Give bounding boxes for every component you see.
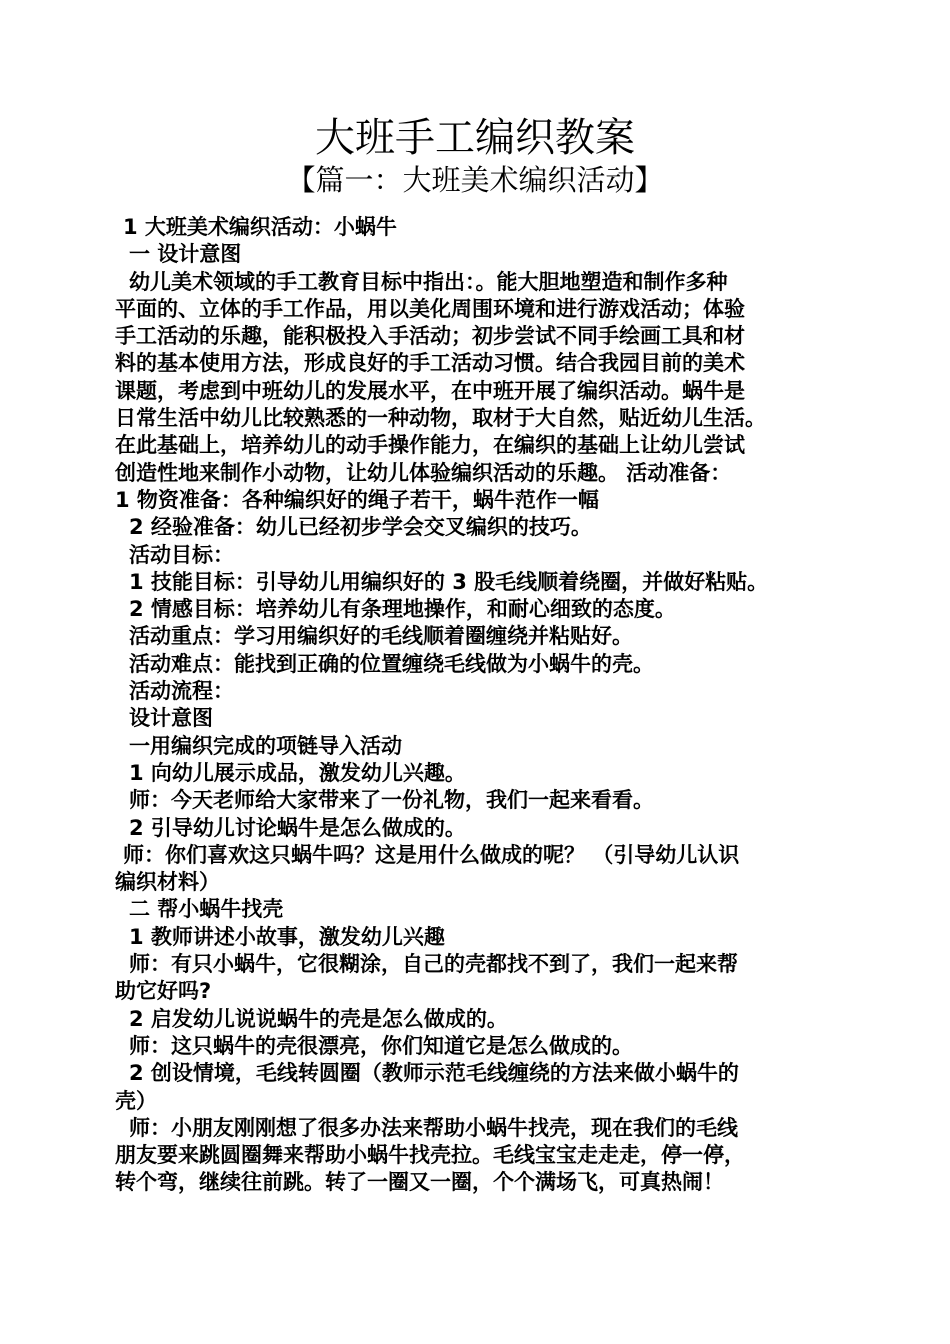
body-line: 壳）: [115, 1088, 157, 1113]
body-line: 手工活动的乐趣，能积极投入手活动；初步尝试不同手绘画工具和材: [115, 324, 745, 349]
body-line: 日常生活中幼儿比较熟悉的一种动物，取材于大自然，贴近幼儿生活。: [115, 406, 766, 431]
body-line: 活动目标：: [129, 542, 234, 567]
body-line: 师：你们喜欢这只蜗牛吗？这是用什么做成的呢？ （引导幼儿认识: [123, 842, 740, 867]
body-line: 1 物资准备：各种编织好的绳子若干，蜗牛范作一幅: [115, 487, 599, 512]
document-subtitle: 【篇一：大班美术编织活动】: [286, 163, 664, 197]
body-line: 料的基本使用方法，形成良好的手工活动习惯。结合我园目前的美术: [115, 351, 745, 376]
body-line: 二 帮小蜗牛找壳: [129, 897, 284, 922]
body-line: 一用编织完成的项链导入活动: [129, 733, 402, 758]
body-line: 在此基础上，培养幼儿的动手操作能力，在编织的基础上让幼儿尝试: [115, 433, 745, 458]
body-line: 一 设计意图: [129, 242, 242, 267]
body-line: 师：小朋友刚刚想了很多办法来帮助小蜗牛找壳，现在我们的毛线: [129, 1115, 738, 1140]
body-line: 2 启发幼儿说说蜗牛的壳是怎么做成的。: [129, 1006, 508, 1031]
body-line: 活动流程：: [129, 679, 234, 704]
body-line: 1 向幼儿展示成品，激发幼儿兴趣。: [129, 760, 466, 785]
body-line: 2 引导幼儿讨论蜗牛是怎么做成的。: [129, 815, 466, 840]
body-line: 活动难点：能找到正确的位置缠绕毛线做为小蜗牛的壳。: [129, 651, 654, 676]
body-line: 课题，考虑到中班幼儿的发展水平，在中班开展了编织活动。蜗牛是: [115, 378, 745, 403]
body-line: 1 教师讲述小故事，激发幼儿兴趣: [129, 924, 445, 949]
body-line: 编织材料）: [115, 870, 220, 895]
body-line: 2 创设情境，毛线转圆圈（教师示范毛线缠绕的方法来做小蜗牛的: [129, 1061, 739, 1086]
body-line: 师：这只蜗牛的壳很漂亮，你们知道它是怎么做成的。: [129, 1033, 633, 1058]
body-line: 朋友要来跳圆圈舞来帮助小蜗牛找壳拉。毛线宝宝走走走，停一停，: [115, 1143, 745, 1168]
body-line: 转个弯，继续往前跳。转了一圈又一圈，个个满场飞，可真热闹！: [115, 1170, 724, 1195]
body-line: 幼儿美术领域的手工教育目标中指出：。能大胆地塑造和制作多种: [129, 269, 728, 294]
body-line: 活动重点：学习用编织好的毛线顺着圈缠绕并粘贴好。: [129, 624, 633, 649]
body-line: 平面的、立体的手工作品，用以美化周围环境和进行游戏活动；体验: [115, 296, 745, 321]
body-line: 2 经验准备：幼儿已经初步学会交叉编织的技巧。: [129, 515, 592, 540]
body-line: 1 技能目标：引导幼儿用编织好的 3 股毛线顺着绕圈，并做好粘贴。: [129, 569, 769, 594]
body-line: 师：今天老师给大家带来了一份礼物，我们一起来看看。: [129, 788, 654, 813]
document-body: [115, 214, 845, 1197]
body-line: 1 大班美术编织活动：小蜗牛: [123, 215, 397, 239]
body-line: 设计意图: [129, 706, 213, 731]
document-title: 大班手工编织教案: [315, 115, 635, 161]
body-line: 创造性地来制作小动物，让幼儿体验编织活动的乐趣。 活动准备：: [115, 460, 732, 485]
body-line: 助它好吗?: [115, 979, 212, 1004]
body-line: 师：有只小蜗牛，它很糊涂，自己的壳都找不到了，我们一起来帮: [129, 952, 738, 977]
body-line: 2 情感目标：培养幼儿有条理地操作，和耐心细致的态度。: [129, 597, 676, 622]
